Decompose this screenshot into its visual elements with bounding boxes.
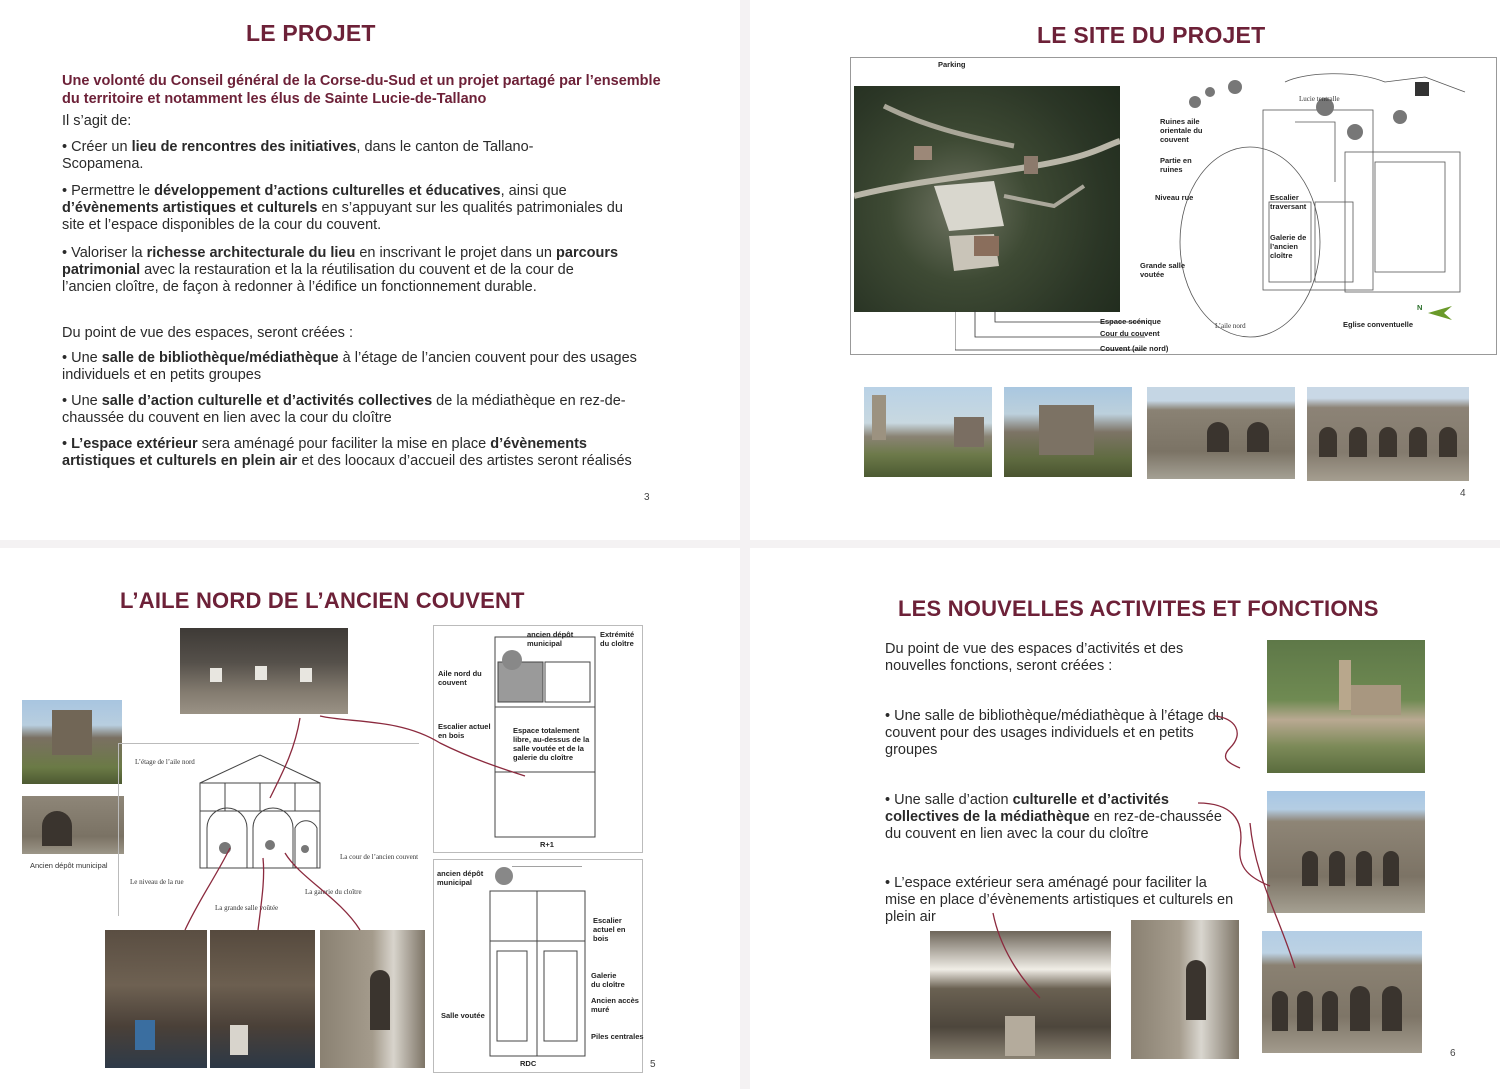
- aerial-roads: [854, 86, 1120, 312]
- label-cour-couvent: La cour de l’ancien couvent: [340, 853, 419, 861]
- photo-church-village: [864, 387, 992, 477]
- page-5: [0, 548, 740, 1089]
- north-label: N: [1417, 303, 1423, 312]
- photo-church-hill: [1267, 640, 1425, 773]
- photo-arcades-exterior: [1262, 931, 1422, 1053]
- label-rdc-level: RDC: [520, 1059, 537, 1068]
- label-niveau-rue: Le niveau de la rue: [130, 878, 184, 886]
- label-place: Lucie tentralle: [1299, 95, 1340, 103]
- label-rdc-ancien: ancien dépôt municipal: [437, 869, 484, 887]
- bullet-bibliotheque: • Une salle de bibliothèque/médiathèque à l’étage du couvent pour des usages individuels et en petits groupes: [885, 708, 1224, 758]
- label-r1-aile: Aile nord du couvent: [438, 669, 482, 687]
- page-6: [750, 548, 1500, 1089]
- label-r1-level: R+1: [540, 840, 554, 849]
- page-4: [750, 0, 1500, 540]
- label-grande-salle: La grande salle voûtée: [215, 904, 279, 912]
- page-title: LES NOUVELLES ACTIVITES ET FONCTIONS: [898, 596, 1379, 621]
- page-number: 6: [1450, 1048, 1456, 1059]
- caption-depot: Ancien dépôt municipal: [30, 861, 108, 870]
- label-r1-ancien: ancien dépôt municipal: [527, 630, 574, 648]
- label-partie: Partie en ruines: [1160, 156, 1192, 174]
- bullet-espace-exterieur: • L’espace extérieur sera aménagé pour faciliter la mise en place d’évènements artistiques et culturels en plein air et des loocaux d’accueil des artistes seront réalisés: [62, 436, 632, 469]
- label-aile: L’aile nord: [1215, 322, 1246, 330]
- photo-vault-2: [210, 930, 315, 1068]
- photo-gallery-interior: [1131, 920, 1239, 1059]
- plan-rdc-drawing: [482, 866, 592, 1061]
- page-subtitle: Une volonté du Conseil général de la Corse-du-Sud et un projet partagé par l’ensemble du territoire et notamment les élus de Sainte Lucie-de-Tallano: [62, 73, 661, 107]
- label-galerie: La galerie du cloître: [305, 888, 362, 896]
- aerial-photo: [854, 86, 1120, 312]
- label-couvent: Couvent (aile nord): [1100, 344, 1169, 353]
- photo-upper-floor: [180, 628, 348, 714]
- parking-label: Parking: [938, 60, 966, 69]
- north-arrow-icon: [1428, 306, 1452, 320]
- photo-depot-arch: [22, 796, 124, 854]
- label-grande: Grande salle voutée: [1140, 261, 1186, 279]
- label-ruines: Ruines aile orientale du couvent: [1160, 117, 1203, 144]
- label-escalier: Escalier traversant: [1270, 193, 1307, 211]
- bullet-action-culturelle: • Une salle d’action culturelle et d’activités collectives de la médiathèque en rez-de-chaussée du couvent en lien avec la cour du cloître: [885, 792, 1222, 842]
- section-drawing: [195, 753, 325, 873]
- label-rdc-salle: Salle voutée: [441, 1011, 485, 1020]
- photo-courtyard: [930, 931, 1111, 1059]
- label-etage: L’étage de l’aile nord: [135, 758, 195, 766]
- label-r1-escalier: Escalier actuel en bois: [438, 722, 491, 740]
- photo-convent-wall: [1004, 387, 1132, 477]
- photo-arcades-side: [1147, 387, 1295, 479]
- photo-cloister-gallery: [320, 930, 425, 1068]
- spaces-intro: Du point de vue des espaces, seront créées :: [62, 325, 353, 341]
- page-3: [0, 0, 740, 540]
- photo-convent-arcades: [1267, 791, 1425, 913]
- bullet-action-culturelle: • Une salle d’action culturelle et d’activités collectives de la médiathèque en rez-de-chaussée du couvent en lien avec la cour du cloître: [62, 393, 626, 426]
- bullet-lieu: • Créer un lieu de rencontres des initiatives, dans le canton de Tallano-Scopamena.: [62, 139, 534, 172]
- bullet-actions: • Permettre le développement d’actions culturelles et éducatives, ainsi que d’évènements artistiques et culturels en s’appuyant sur les qualités patrimoniales du site et l’espace disponibles de la cour du couvent.: [62, 183, 623, 233]
- page-title: L’AILE NORD DE L’ANCIEN COUVENT: [120, 588, 525, 613]
- label-eglise: Eglise conventuelle: [1343, 320, 1414, 329]
- photo-arcades-front: [1307, 387, 1469, 481]
- label-rdc-acces: Ancien accès muré: [591, 996, 639, 1014]
- label-galerie: Galerie de l’ancien cloître: [1270, 233, 1307, 260]
- label-espace: Espace scénique: [1100, 317, 1161, 326]
- photo-vault-1: [105, 930, 207, 1068]
- label-r1-espace: Espace totalement libre, au-dessus de la salle voutée et de la galerie du cloître: [513, 726, 590, 762]
- intro-text: Du point de vue des espaces d’activités et des nouvelles fonctions, seront créées :: [885, 641, 1184, 674]
- label-rdc-galerie: Galerie du cloître: [591, 971, 625, 989]
- page-number: 4: [1460, 488, 1466, 499]
- page-title: LE SITE DU PROJET: [1037, 22, 1266, 48]
- site-plan: [1165, 62, 1495, 347]
- page-number: 5: [650, 1059, 656, 1070]
- intro-text: Il s’agit de:: [62, 113, 132, 129]
- bullet-valoriser: • Valoriser la richesse architecturale du lieu en inscrivant le projet dans un parcours patrimonial avec la restauration et la la réutilisation du couvent et de la cour de l’ancien cloître, de façon à redonner à l’édifice un fonctionnement durable.: [62, 245, 619, 295]
- label-rdc-piles: Piles centrales: [591, 1032, 644, 1041]
- label-r1-extremite: Extrémité du cloître: [600, 630, 635, 648]
- label-niveau: Niveau rue: [1155, 193, 1194, 202]
- page-title: LE PROJET: [246, 20, 376, 46]
- bullet-bibliotheque: • Une salle de bibliothèque/médiathèque à l’étage de l’ancien couvent pour des usages individuels et en petits groupes: [62, 350, 637, 383]
- photo-depot-exterior: [22, 700, 122, 784]
- label-cour: Cour du couvent: [1100, 329, 1160, 338]
- bullet-espace-exterieur: • L’espace extérieur sera aménagé pour faciliter la mise en place d’évènements artistiques et culturels en plein air: [885, 875, 1234, 925]
- page-number: 3: [644, 492, 650, 503]
- label-rdc-escalier: Escalier actuel en bois: [593, 916, 626, 943]
